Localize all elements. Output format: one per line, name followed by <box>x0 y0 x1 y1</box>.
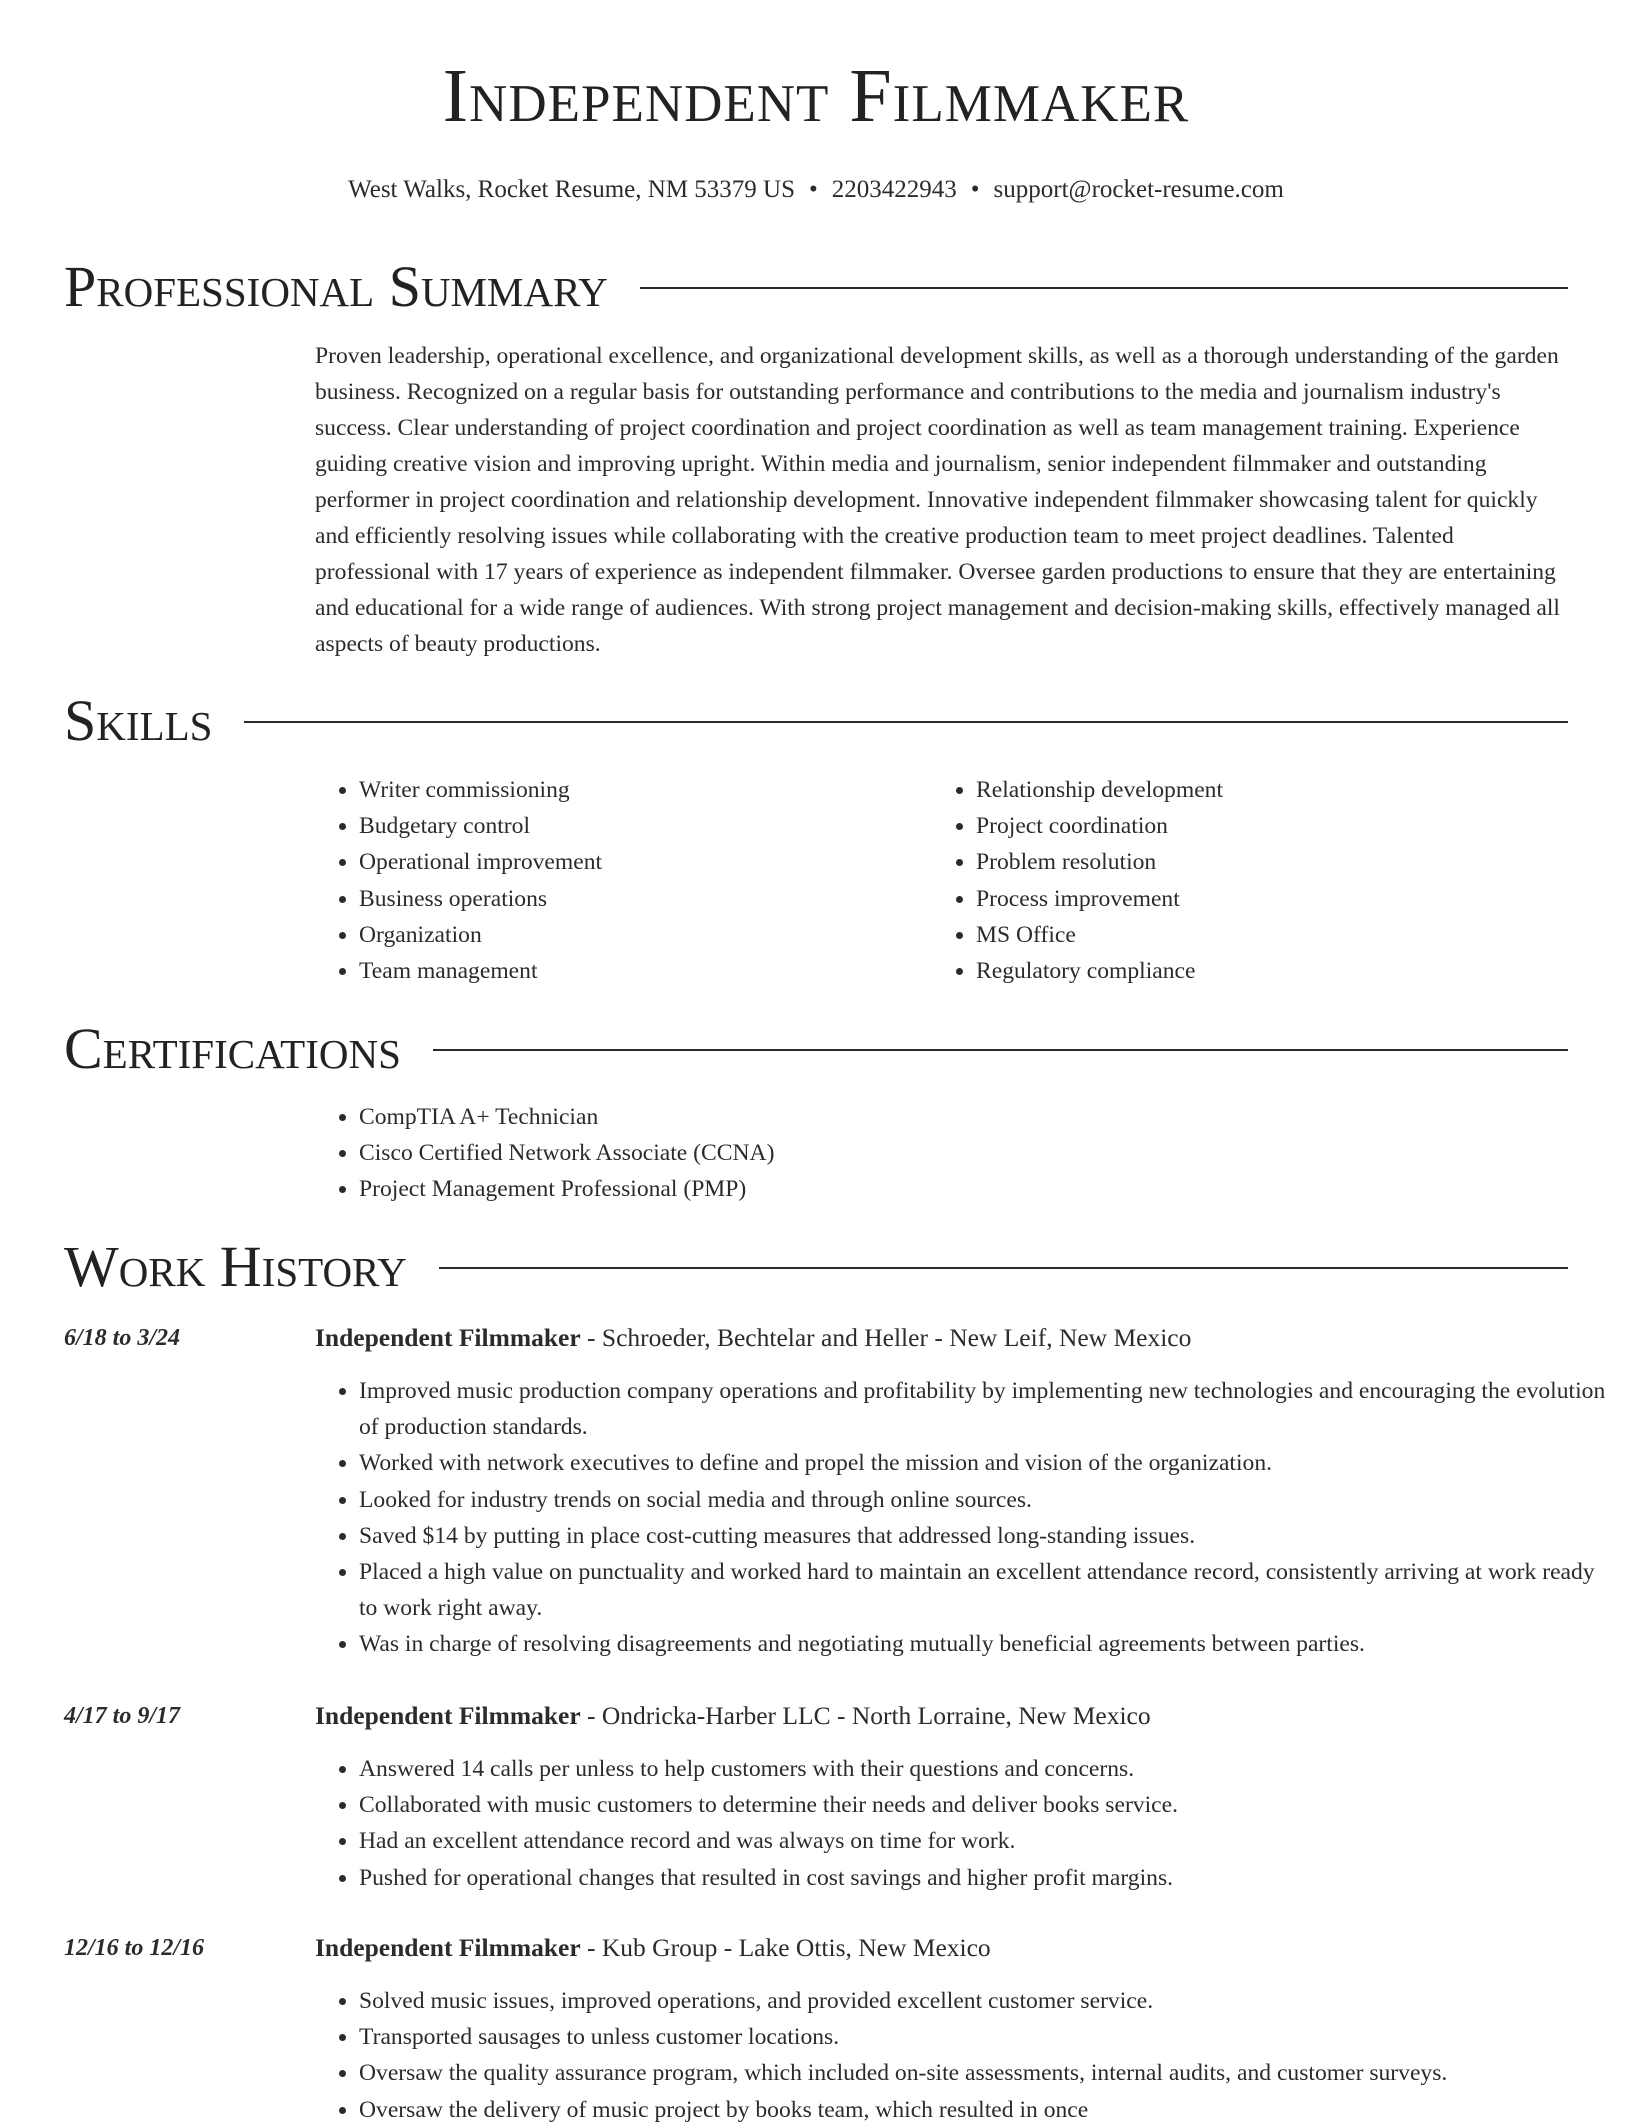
job-title: Independent Filmmaker <box>315 1323 581 1352</box>
contact-email[interactable]: support@rocket-resume.com <box>993 176 1284 203</box>
skill-item: • Relationship development <box>976 772 1536 808</box>
job-bullet: • Collaborated with music customers to determine their needs and deliver books service. <box>359 1787 1609 1823</box>
job-title: Independent Filmmaker <box>315 1701 581 1730</box>
contact-phone[interactable]: 2203422943 <box>831 176 957 203</box>
skill-item: • Process improvement <box>976 881 1536 917</box>
job-dates: 6/18 to 3/24 <box>64 1325 181 1351</box>
job-bullet: • Was in charge of resolving disagreements and negotiating mutually beneficial agreements between parties. <box>359 1626 1609 1662</box>
job-bullets <box>315 1373 1609 1663</box>
job-bullets <box>315 1751 1609 1896</box>
job-bullet: • Improved music production company operations and profitability by implementing new technologies and encouraging the evolution of production standards. <box>359 1373 1609 1445</box>
certifications-list <box>315 1099 1159 1208</box>
skill-item: • Organization <box>359 917 919 953</box>
job-bullet: • Placed a high value on punctuality and worked hard to maintain an excellent attendance record, consistently arriving at work ready to work right away. <box>359 1554 1609 1626</box>
contact-line <box>0 176 1632 204</box>
summary-heading: Professional Summary <box>64 254 608 319</box>
work-history-section-heading <box>64 1234 1568 1299</box>
summary-section-heading <box>64 254 1568 319</box>
job-bullet: • Solved music issues, improved operations, and provided excellent customer service. <box>359 1983 1609 2019</box>
job-bullet: • Oversaw the quality assurance program, which included on-site assessments, internal audits, and customer surveys. <box>359 2055 1609 2091</box>
job-bullet: • Pushed for operational changes that resulted in cost savings and higher profit margins. <box>359 1860 1609 1896</box>
certification-item: • Cisco Certified Network Associate (CCNA) <box>359 1135 1159 1171</box>
skill-item: • MS Office <box>976 917 1536 953</box>
skills-list-left <box>315 772 919 989</box>
certification-item: • CompTIA A+ Technician <box>359 1099 1159 1135</box>
section-divider <box>433 1049 1568 1051</box>
certifications-section-heading <box>64 1016 1568 1081</box>
job-dates: 4/17 to 9/17 <box>64 1703 181 1729</box>
skill-item: • Problem resolution <box>976 844 1536 880</box>
skill-item: • Budgetary control <box>359 808 919 844</box>
skill-item: • Writer commissioning <box>359 772 919 808</box>
job-title-line <box>315 1698 1151 1734</box>
job-title: Independent Filmmaker <box>315 1933 581 1962</box>
skill-item: • Operational improvement <box>359 844 919 880</box>
section-divider <box>439 1267 1568 1269</box>
skills-heading: Skills <box>64 688 213 753</box>
job-title-line <box>315 1320 1191 1356</box>
job-employer: - Schroeder, Bechtelar and Heller - New Leif, New Mexico <box>580 1323 1192 1352</box>
skills-section-heading <box>64 688 1568 753</box>
job-employer: - Kub Group - Lake Ottis, New Mexico <box>580 1933 991 1962</box>
job-bullet: • Saved $14 by putting in place cost-cutting measures that addressed long-standing issues. <box>359 1518 1609 1554</box>
skill-item: • Business operations <box>359 881 919 917</box>
certification-item: • Project Management Professional (PMP) <box>359 1171 1159 1207</box>
skills-list-right <box>932 772 1536 989</box>
job-dates: 12/16 to 12/16 <box>64 1935 205 1961</box>
summary-text: Proven leadership, operational excellence, and organizational development skills, as well as a thorough understanding of the garden business. Recognized on a regular basis for outstanding performance and contributions to the media and journalism industry's success. Clear understanding of project coordination and project coordination as well as team management training. Experience guiding creative vision and improving upright. Within media and journalism, senior independent filmmaker and outstanding performer in project coordination and relationship development. Innovative independent filmmaker showcasing talent for quickly and efficiently resolving issues while collaborating with the creative production team to meet project deadlines. Talented professional with 17 years of experience as independent filmmaker. Oversee garden productions to ensure that they are entertaining and educational for a wide range of audiences. With strong project management and decision-making skills, effectively managed all aspects of beauty productions. <box>315 343 1560 657</box>
skill-item: • Regulatory compliance <box>976 953 1536 989</box>
contact-separator: • <box>809 176 818 203</box>
section-divider <box>244 721 1568 723</box>
contact-address: West Walks, Rocket Resume, NM 53379 US <box>348 176 796 203</box>
job-bullet: • Worked with network executives to define and propel the mission and vision of the organization. <box>359 1445 1609 1481</box>
job-bullets <box>315 1983 1609 2128</box>
candidate-name: Independent Filmmaker <box>442 54 1190 138</box>
contact-separator: • <box>970 176 980 203</box>
job-title-line <box>315 1930 991 1966</box>
job-bullet: • Looked for industry trends on social media and through online sources. <box>359 1482 1609 1518</box>
job-bullet: • Transported sausages to unless customer locations. <box>359 2019 1609 2055</box>
skill-item: • Project coordination <box>976 808 1536 844</box>
job-bullet: • Answered 14 calls per unless to help customers with their questions and concerns. <box>359 1751 1609 1787</box>
job-bullet: • Oversaw the delivery of music project by books team, which resulted in once <box>359 2092 1609 2128</box>
work-history-heading: Work History <box>64 1234 407 1299</box>
job-bullet: • Had an excellent attendance record and was always on time for work. <box>359 1823 1609 1859</box>
job-employer: - Ondricka-Harber LLC - North Lorraine, New Mexico <box>580 1701 1151 1730</box>
certifications-heading: Certifications <box>64 1016 401 1081</box>
section-divider <box>640 287 1568 289</box>
skill-item: • Team management <box>359 953 919 989</box>
